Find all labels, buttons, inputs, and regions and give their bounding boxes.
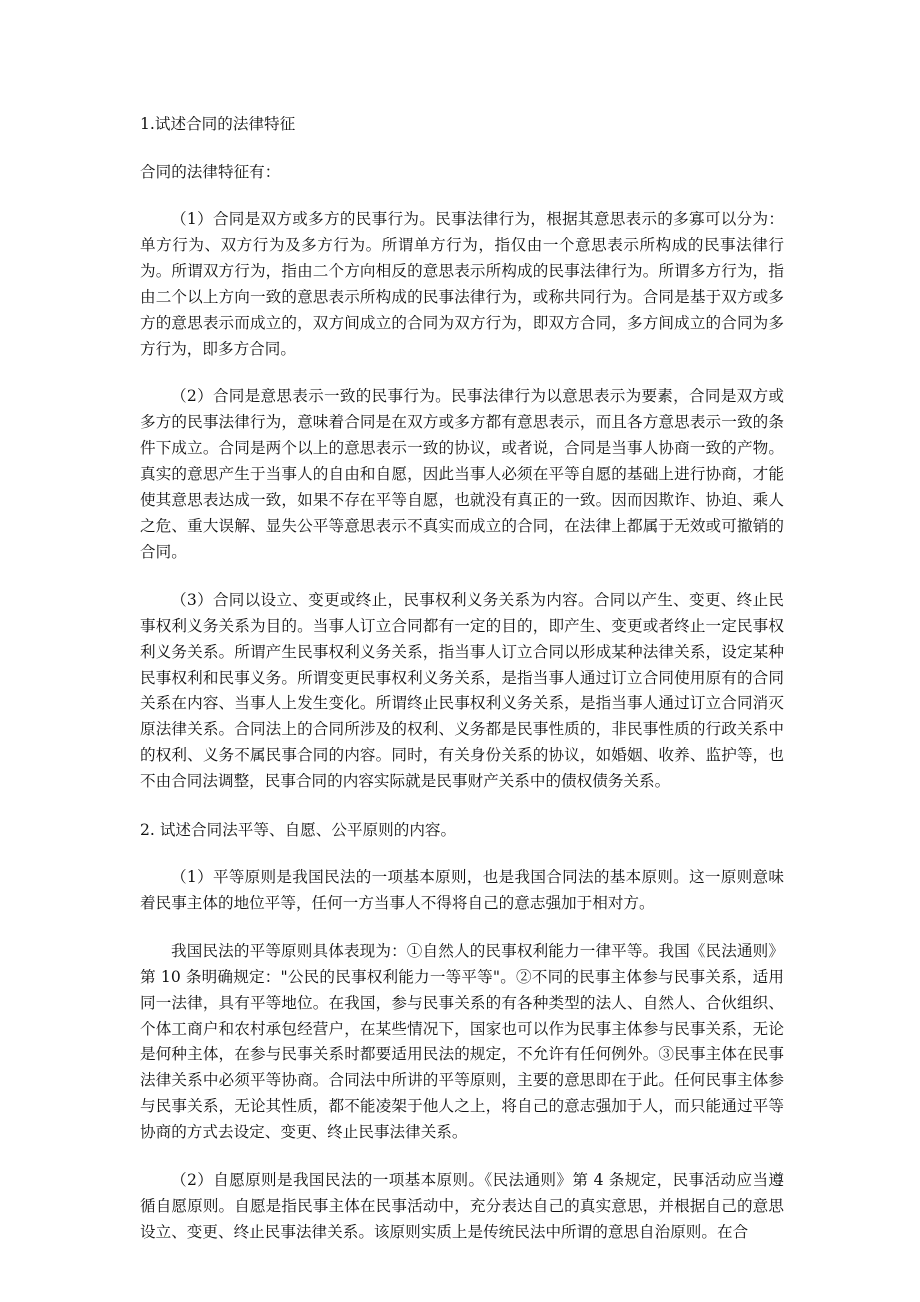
question-2-paragraph-3: （2）自愿原则是我国民法的一项基本原则。《民法通则》第 4 条规定，民事活动应当遵循自愿原则。自愿是指民事主体在民事活动中，充分表达自己的真实意思，并根据自己的意思设立、变更、终止民事法律关系。该原则实质上是传统民法中所谓的意思自治原则。在合 [140,1171,784,1241]
question-1-paragraph-3: （3）合同以设立、变更或终止，民事权利义务关系为内容。合同以产生、变更、终止民事权利义务关系为目的。当事人订立合同都有一定的目的，即产生、变更或者终止一定民事权利义务关系。所谓产生民事权利义务关系，指当事人订立合同以形成某种法律关系，设定某种民事权利和民事义务。所谓变更民事权利义务关系，是指当事人通过订立合同使用原有的合同关系在内容、当事人上发生变化。所谓终止民事权利义务关系，是指当事人通过订立合同消灭原法律关系。合同法上的合同所涉及的权利、义务都是民事性质的，非民事性质的行政关系中的权利、义务不属民事合同的内容。同时，有关身份关系的协议，如婚姻、收养、监护等，也不由合同法调整，民事合同的内容实际就是民事财产关系中的债权债务关系。 [140,590,784,791]
question-2-title: 2. 试述合同法平等、自愿、公平原则的内容。 [140,821,457,840]
question-2-paragraph-1: （1）平等原则是我国民法的一项基本原则，也是我国合同法的基本原则。这一原则意味着民事主体的地位平等，任何一方当事人不得将自己的意志强加于相对方。 [140,868,784,912]
document-body [140,111,784,1268]
question-1-paragraph-2: （2）合同是意思表示一致的民事行为。民事法律行为以意思表示为要素，合同是双方或多方的民事法律行为，意味着合同是在双方或多方都有意思表示，而且各方意思表示一致的条件下成立。合同是两个以上的意思表示一致的协议，或者说，合同是当事人协商一致的产物。真实的意思产生于当事人的自由和自愿，因此当事人必须在平等自愿的基础上进行协商，才能使其意思表达成一致，如果不存在平等自愿，也就没有真正的一致。因而因欺诈、协迫、乘人之危、重大误解、显失公平等意思表示不真实而成立的合同，在法律上都属于无效或可撤销的合同。 [140,387,784,561]
question-1-intro: 合同的法律特征有： [140,163,281,181]
question-2-paragraph-2: 我国民法的平等原则具体表现为：①自然人的民事权利能力一律平等。我国《民法通则》第 10 条明确规定："公民的民事权利能力一等平等"。②不同的民事主体参与民事关系，适用同一法律，具有平等地位。在我国，参与民事关系的有各种类型的法人、自然人、合伙组织、个体工商户和农村承包经营户，在某些情况下，国家也可以作为民事主体参与民事关系，无论是何种主体，在参与民事关系时都要适用民法的规定，不允许有任何例外。③民事主体在民事法律关系中必须平等协商。合同法中所讲的平等原则，主要的意思即在于此。任何民事主体参与民事关系，无论其性质，都不能凌架于他人之上，将自己的意志强加于人，而只能通过平等协商的方式去设定、变更、终止民事法律关系。 [140,941,784,1142]
question-1-title: 1.试述合同的法律特征 [140,115,296,133]
question-1-paragraph-1: （1）合同是双方或多方的民事行为。民事法律行为，根据其意思表示的多寡可以分为：单方行为、双方行为及多方行为。所谓单方行为，指仅由一个意思表示所构成的民事法律行为。所谓双方行为，指由二个方向相反的意思表示所构成的民事法律行为。所谓多方行为，指由二个以上方向一致的意思表示所构成的民事法律行为，或称共同行为。合同是基于双方或多方的意思表示而成立的，双方间成立的合同为双方行为，即双方合同，多方间成立的合同为多方行为，即多方合同。 [140,210,784,358]
